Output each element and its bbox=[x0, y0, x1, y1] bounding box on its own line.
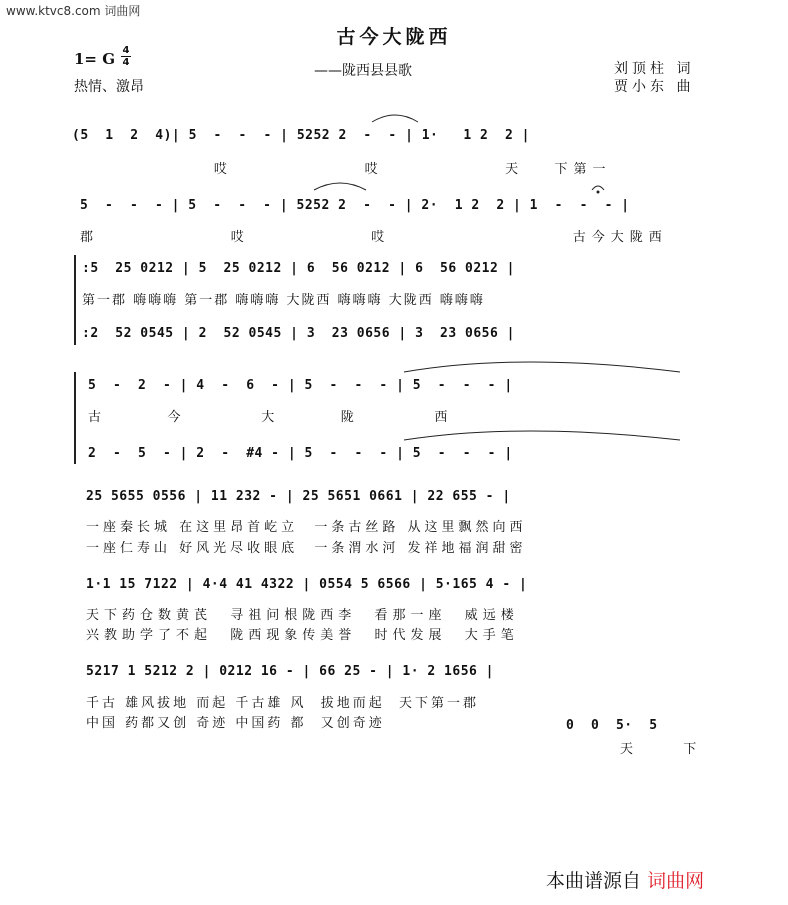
time-signature-top: 4 bbox=[122, 45, 130, 56]
score-line-6-notes: 2 - 5 - | 2 - #4 - | 5 - - - | 5 - - - | bbox=[88, 446, 513, 461]
score-line-5-notes: 5 - 2 - | 4 - 6 - | 5 - - - | 5 - - - | bbox=[88, 378, 513, 393]
score-line-7-lyrics: 一座秦长城 在这里昂首屹立 一条古丝路 从这里飘然向西 bbox=[86, 520, 527, 535]
score-line-9-lyrics-verse2: 中国 药都又创 奇迹 中国药 都 又创奇迹 bbox=[86, 716, 385, 731]
score-line-8-notes: 1·1 15 7122 | 4·4 41 4322 | 0554 5 6566 | 5·165 4 - | bbox=[86, 577, 528, 592]
score-line-9-notes: 5217 1 5212 2 | 0212 16 - | 66 25 - | 1· 2 1656 | bbox=[86, 664, 495, 679]
song-title: 古今大陇西 bbox=[336, 26, 452, 48]
score-line-2-notes: 5 - - - | 5 - - - | 5252 2 - - | 2· 1 2 2 | 1 - - - | bbox=[80, 198, 630, 213]
song-subtitle: ——陇西县县歌 bbox=[314, 63, 412, 79]
score-line-9-lyrics: 千古 雄风拔地 而起 千古雄 风 拔地而起 天下第一郡 bbox=[86, 696, 480, 711]
composer-credit: 贾小东 曲 bbox=[614, 79, 695, 95]
score-line-7-lyrics-verse2: 一座仁寿山 好风光尽收眼底 一条渭水河 发祥地福润甜密 bbox=[86, 541, 527, 556]
score-line-3-lyrics: 第一郡 嗨嗨嗨 第一郡 嗨嗨嗨 大陇西 嗨嗨嗨 大陇西 嗨嗨嗨 bbox=[82, 293, 485, 308]
score-line-1-lyrics: 哎 哎 天 下第一 bbox=[72, 162, 612, 177]
time-signature-bottom: 4 bbox=[122, 57, 130, 68]
score-line-9-lower-notes: 0 0 5· 5 bbox=[566, 718, 658, 733]
score-line-2-lyrics: 郡 哎 哎 古今大陇西 bbox=[80, 230, 668, 245]
key-signature: 1= G bbox=[74, 50, 116, 68]
score-line-7-notes: 25 5655 0556 | 11 232 - | 25 5651 0661 | 22 655 - | bbox=[86, 489, 511, 504]
tempo-mood: 热情、激昂 bbox=[74, 79, 144, 95]
score-line-1-notes: (5 1 2 4)| 5 - - - | 5252 2 - - | 1· 1 2 2 | bbox=[72, 128, 530, 143]
score-line-8-lyrics-verse2: 兴教助学了不起 陇西现象传美誉 时代发展 大手笔 bbox=[86, 628, 519, 643]
footer-prefix: 本曲谱源自 bbox=[546, 870, 642, 892]
footer-source bbox=[546, 866, 704, 893]
score-line-3-notes: :5 25 0212 | 5 25 0212 | 6 56 0212 | 6 56 0212 | bbox=[82, 261, 515, 276]
lyricist-credit: 刘顶柱 词 bbox=[614, 61, 695, 77]
score-line-4-notes: :2 52 0545 | 2 52 0545 | 3 23 0656 | 3 23 0656 | bbox=[82, 326, 515, 341]
score-line-8-lyrics: 天下药仓数黄芪 寻祖问根陇西李 看那一座 威远楼 bbox=[86, 608, 519, 623]
footer-site-link[interactable]: 词曲网 bbox=[647, 870, 705, 892]
score-line-9-lower-lyrics: 天 下 bbox=[620, 742, 711, 757]
watermark-text: www.ktvc8.com 词曲网 bbox=[6, 4, 141, 18]
score-line-5-lyrics: 古 今 大 陇 西 bbox=[88, 410, 458, 425]
